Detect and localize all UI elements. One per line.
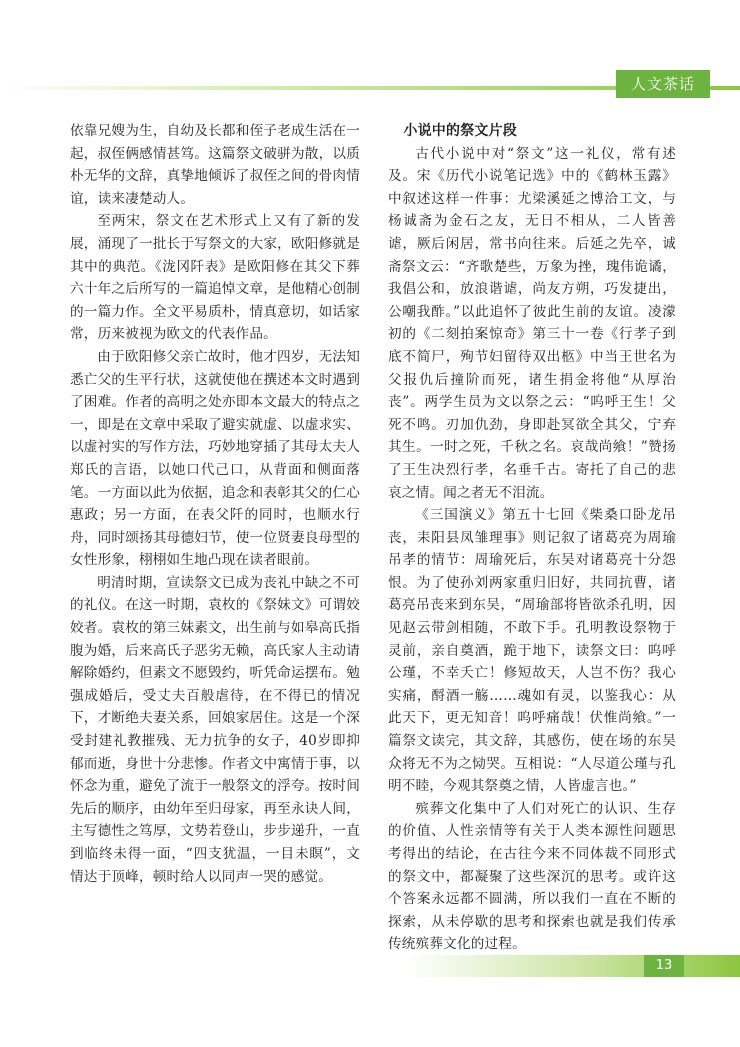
left-column xyxy=(70,120,360,888)
paragraph: 由于欧阳修父亲亡故时，他才四岁，无法知悉亡父的生平行状，这就使他在撰述本文时遇到了困难。作者的高明之处亦即本文最大的特点之一，即是在文章中采取了避实就虚、以虚求实、以虚衬实的写作方法，巧妙地穿插了其母太夫人郑氏的言语，以她口代己口，从背面和侧面落笔。一方面以此为依据，追念和表彰其父的仁心惠政；另一方面，在表父阡的同时，也顺水行舟，同时颂扬其母德妇节，使一位贤妻良母型的女性形象，栩栩如生地凸现在读者眼前。 xyxy=(70,348,360,569)
paragraph-continued: 依靠兄嫂为生，自幼及长都和侄子老成生活在一起，叔侄俩感情甚笃。这篇祭文破骈为散，以质朴无华的文辞，真挚地倾诉了叔侄之间的骨肉情谊，读来凄楚动人。 xyxy=(70,123,360,207)
paragraph: 古代小说中对“祭文”这一礼仪，常有述及。宋《历代小说笔记选》中的《鹤林玉露》中叙述这样一件事：尤梁溪延之博洽工文，与杨诚斋为金石之友，无日不相从，二人皆善谑，厥后闲居，常书向往来。后延之先卒，诚斋祭文云：“齐歌楚些，万象为挫，瑰伟诡谲，我倡公和，放浪谐谑，尚友方朔，巧发捷出，公嘲我酢。”以此追怀了彼此生前的友谊。凌濛初的《二刻拍案惊奇》第三十一卷《行孝子到底不简尸，殉节妇留待双出柩》中当王世名为父报仇后撞阶而死，诸生捐金将他“从厚治丧”。两学生员为文以祭之云：“呜呼王生！父死不鸣。刃加仇劲，身即赴冥欲全其父，宁弃其生。一时之死，千秋之名。哀哉尚飨！”赞扬了王生决烈行孝，名垂千古。寄托了自己的悲哀之情。闻之者无不泪流。 xyxy=(388,145,676,501)
paragraph: 至两宋，祭文在艺术形式上又有了新的发展，涌现了一批长于写祭文的大家，欧阳修就是其中的典范。《泷冈阡表》是欧阳修在其父下葬六十年之后所写的一篇追悼文章，是他精心创制的一篇力作。全文平易质朴，情真意切，如话家常，历来被视为欧文的代表作品。 xyxy=(70,213,360,343)
paragraph: 《三国演义》第五十七回《柴桑口卧龙吊丧，耒阳县凤雏理事》则记叙了诸葛亮为周瑜吊孝的情节：周瑜死后，东吴对诸葛亮十分怨恨。为了使孙刘两家重归旧好，共同抗曹，诸葛亮吊丧来到东吴，“周瑜部将皆欲杀孔明，因见赵云带剑相随，不敢下手。孔明教设祭物于灵前，亲自奠酒，跪于地下，读祭文曰：呜呼公瑾，不幸夭亡！修短故天，人岂不伤？我心实痛，酹酒一觞……魂如有灵，以鉴我心：从此天下，更无知音！呜呼痛哉！伏惟尚飨。”一篇祭文读完，其文辞，其感伤，使在场的东吴众将无不为之恸哭。互相说：“人尽道公瑾与孔明不睦，今观其祭奠之情，人皆虚言也。” xyxy=(388,507,676,795)
footer-gradient-bar xyxy=(0,955,740,977)
section-heading: 小说中的祭文片段 xyxy=(403,123,517,139)
page-number: 13 xyxy=(644,955,684,977)
section-tag: 人文茶话 xyxy=(616,70,710,98)
right-column xyxy=(388,120,676,956)
paragraph: 殡葬文化集中了人们对死亡的认识、生存的价值、人性亲情等有关于人类本源性问题思考得出的结论，在古往今来不同体裁不同形式的祭文中，都凝聚了这些深沉的思考。或许这个答案永远都不圆满，所以我们一直在不断的探索，从未停歇的思考和探索也就是我们传承传统殡葬文化的过程。 xyxy=(388,800,676,953)
paragraph: 明清时期，宣读祭文已成为丧礼中缺之不可的礼仪。在这一时期，袁枚的《祭妹文》可谓姣姣者。袁枚的第三妹素文，出生前与如皋高氏指腹为婚，后来高氏子恶劣无赖，高氏家人主动请解除婚约，但素文不愿毁约，听凭命运摆布。勉强成婚后，受丈夫百般虐待，在不得已的情况下，才断绝夫妻关系，回娘家居住。这是一个深受封建礼教摧残、无力抗争的女子，40岁即抑郁而逝，身世十分悲惨。作者文中寓情于事，以怀念为重，避免了流于一般祭文的浮夸。按时间先后的顺序，由幼年至归母家，再至永诀人间，主写德性之笃厚，文势若登山，步步递升，一直到临终未得一面，“四支犹温，一目未瞑”，文情达于顶峰，顿时给人以同声一哭的感觉。 xyxy=(70,574,360,885)
